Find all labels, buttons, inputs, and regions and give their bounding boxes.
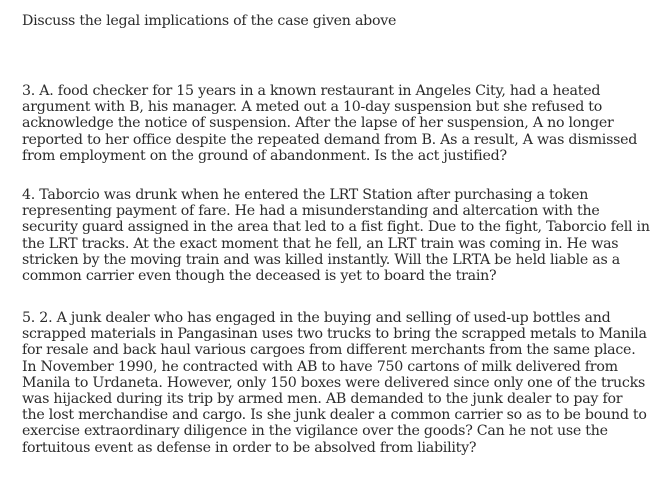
question-line: the LRT tracks. At the exact moment that he fell, an LRT train was coming in. He was xyxy=(22,235,619,252)
question-line: In November 1990, he contracted with AB to have 750 cartons of milk delivered from xyxy=(22,358,618,375)
question-line: 3. A. food checker for 15 years in a known restaurant in Angeles City, had a heated xyxy=(22,83,601,99)
question-line: exercise extraordinary diligence in the vigilance over the goods? Can he not use the xyxy=(22,423,608,440)
question-line: 5. 2. A junk dealer who has engaged in the buying and selling of used-up bottles and xyxy=(22,310,611,326)
question-line: Manila to Urdaneta. However, only 150 boxes were delivered since only one of the trucks xyxy=(22,374,645,391)
question-line: acknowledge the notice of suspension. After the lapse of her suspension, A no longer xyxy=(22,115,614,132)
question-line: common carrier even though the deceased is yet to board the train? xyxy=(22,267,497,284)
question-line: representing payment of fare. He had a misunderstanding and altercation with the xyxy=(22,203,600,220)
question-line: the lost merchandise and cargo. Is she junk dealer a common carrier so as to be bound to xyxy=(22,407,647,424)
question-line: scrapped materials in Pangasinan uses two trucks to bring the scrapped metals to Manila xyxy=(22,326,647,343)
question-line: reported to her office despite the repeated demand from B. As a result, A was dismissed xyxy=(22,131,638,148)
question-5 xyxy=(22,310,652,456)
question-line: from employment on the ground of abandonment. Is the act justified? xyxy=(22,147,507,164)
question-line: was hijacked during its trip by armed men. AB demanded to the junk dealer to pay for xyxy=(22,390,623,407)
question-line: fortuitous event as defense in order to be absolved from liability? xyxy=(22,439,477,456)
page-heading: Discuss the legal implications of the case given above xyxy=(22,13,397,29)
question-3 xyxy=(22,83,652,164)
question-line: for resale and back haul various cargoes from different merchants from the same place. xyxy=(22,342,636,359)
question-line: argument with B, his manager. A meted out a 10-day suspension but she refused to xyxy=(22,99,603,116)
question-line: security guard assigned in the area that led to a fist fight. Due to the fight, Taborcio fell in xyxy=(22,219,650,236)
question-4 xyxy=(22,187,652,284)
question-line: stricken by the moving train and was killed instantly. Will the LRTA be held liable as a xyxy=(22,251,620,268)
question-line: 4. Taborcio was drunk when he entered the LRT Station after purchasing a token xyxy=(22,187,589,203)
